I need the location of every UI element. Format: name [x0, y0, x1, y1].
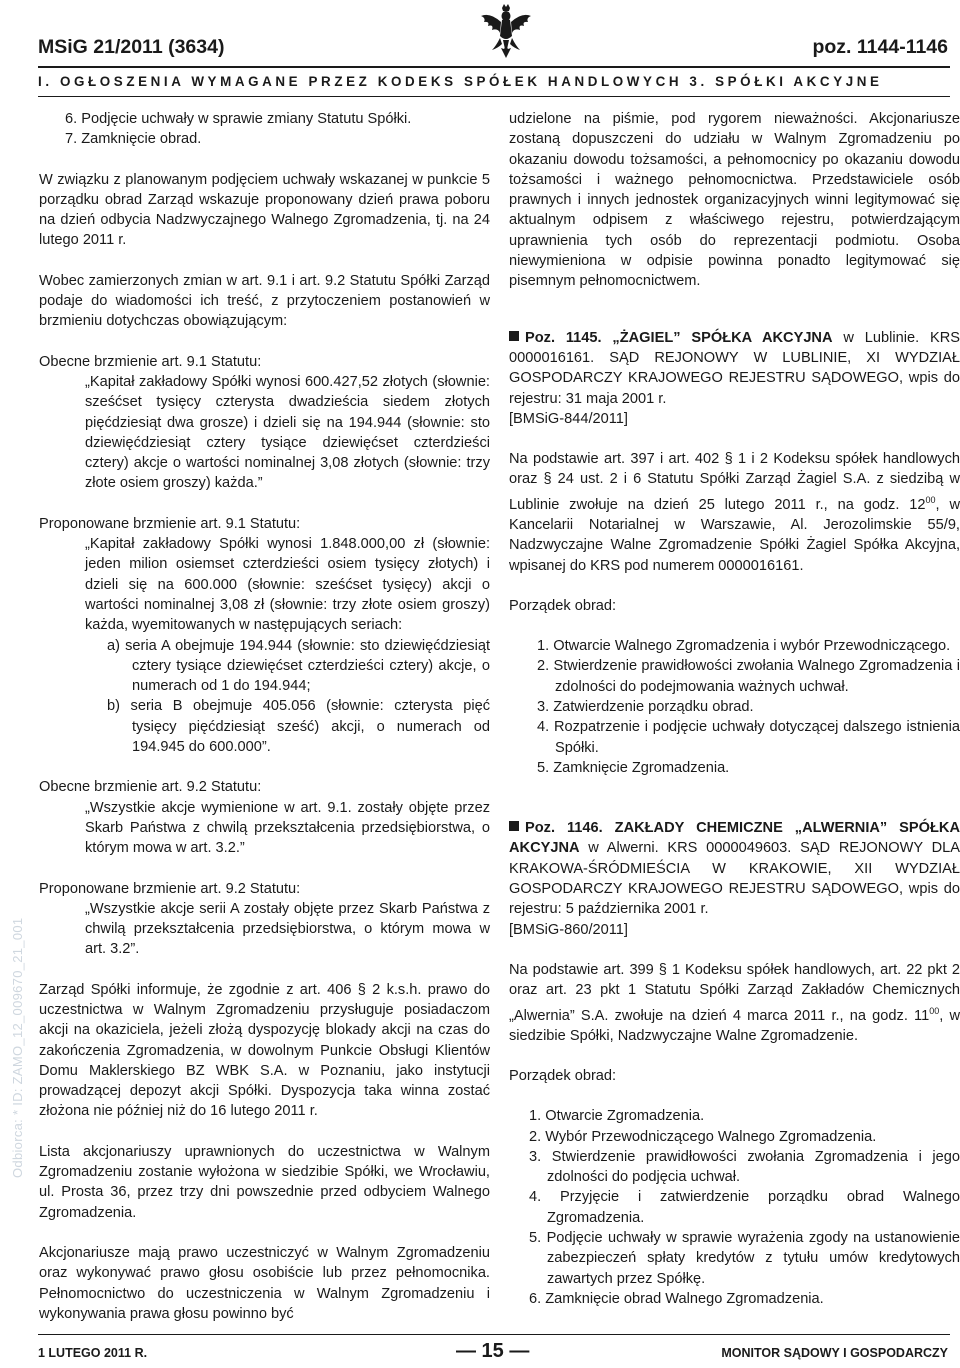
paragraph-deposit: Zarząd Spółki informuje, że zgodnie z art. 406 § 2 k.s.h. prawo do uczestnictwa w Walnym Zgromadzeniu przysługuje posiadaczom akcji na okaziciela, jeżeli złożą dyspozycję blokady akcji na czas do zakończenia Zgromadzenia, w dowolnym Punkcie Obsługi Klientów Domu Maklerskiego BZ WBK S.A. w Poznaniu, jako instytucji prowadzącej depozyt akcji Spółki. Dyspozycja taka winna zostać złożona nie później niż do 16 lutego 2011 r.	[39, 981, 490, 1120]
bullet-icon	[509, 821, 519, 831]
notice-1145-convocation	[509, 449, 960, 576]
current-art-9-2-text: „Wszystkie akcje wymienione w art. 9.1. zostały objęte przez Skarb Państwa z chwilą przekształcenia przedsiębiorstwa, o którym mowa w art. 3.2.”	[85, 799, 490, 857]
agenda-item: 5. Zamknięcie Zgromadzenia.	[537, 759, 730, 776]
notice-1145-ref: [BMSiG-844/2011]	[509, 410, 628, 427]
time-minutes: 00	[925, 494, 936, 505]
notice-1145-agenda-label: Porządek obrad:	[509, 597, 617, 614]
paragraph-record-date: W związku z planowanym podjęciem uchwały wskazanej w punkcie 5 porządku obrad Zarząd wskazuje proponowany dzień prawa poboru na dzień odbycia Nadzwyczajnego Walnego Zgromadzenia, tj. na 24 lutego 2011 r.	[39, 171, 490, 249]
notice-1146-registry: w Alwerni. KRS 0000049603. SĄD REJONOWY DLA KRAKOWA-ŚRÓDMIEŚCIA W KRAKOWIE, XII WYDZIAŁ GOSPODARCZY KRAJOWEGO REJESTRU SĄDOWEGO, wpis do rejestru: 5 października 2001 r.	[509, 840, 960, 918]
notice-1146-agenda-label: Porządek obrad:	[509, 1068, 617, 1084]
series-b-item: b) seria B obejmuje 405.056 (słownie: czterysta pięć tysięcy pięćdziesiąt sześć) akcji, o numerach od 194.945 do 600.000”.	[107, 698, 490, 756]
agenda-item: 6. Podjęcie uchwały w sprawie zmiany Statutu Spółki.	[65, 111, 412, 127]
convocation-text-end: , w siedzibie Spółki, Nadzwyczajne Walne Zgromadzenie.	[509, 1007, 960, 1044]
section-title: I. OGŁOSZENIA WYMAGANE PRZEZ KODEKS SPÓŁEK HANDLOWYCH 3. SPÓŁKI AKCYJNE	[38, 74, 883, 89]
agenda-item: 6. Zamknięcie obrad Walnego Zgromadzenia.	[529, 1290, 824, 1307]
proposed-art-9-1-text: „Kapitał zakładowy Spółki wynosi 1.848.000,00 zł (słownie: jeden milion osiemset czterdzieści osiem tysięcy złotych) i dzieli się na 600.000 (słownie: sześćset tysięcy) akcji o wartości nominalnej 3,08 zł (słownie: trzy złote osiem groszy) każda, wyemitowanych w następujących seriach:	[85, 536, 490, 634]
publication-name: MONITOR SĄDOWY I GOSPODARCZY	[721, 1346, 948, 1360]
page-footer	[38, 1334, 950, 1368]
current-art-9-1-text: „Kapitał zakładowy Spółki wynosi 600.427,52 złotych (słownie: sześćset tysięcy czterysta dwadzieścia siedem złotych pięćdziesiąt dwa grosze) i dzieli się na 194.944 (słownie: sto dziewięćdziesiąt cztery tysiące dziewięćset czterdzieści cztery) akcje o wartości nominalnej 3,08 złotych (słownie: trzy złote osiem groszy) każda.”	[85, 373, 490, 492]
agenda-item: 7. Zamknięcie obrad.	[65, 131, 202, 148]
notice-1146-convocation	[509, 960, 960, 1046]
proposed-art-9-2-label: Proponowane brzmienie art. 9.2 Statutu:	[39, 880, 301, 897]
position-range: poz. 1144-1146	[812, 36, 948, 58]
notice-1145-title: Poz. 1145. „ŻAGIEL” SPÓŁKA AKCYJNA	[525, 329, 833, 346]
time-minutes: 00	[929, 1005, 940, 1016]
paragraph-shareholder-list: Lista akcjonariuszy uprawnionych do uczestnictwa w Walnym Zgromadzeniu zostanie wyłożona w siedzibie Spółki, we Wrocławiu, ul. Prosta 36, przez trzy dni powszednie przed odbyciem Walnego Zgromadzenia.	[39, 1143, 490, 1221]
agenda-item: 2. Stwierdzenie prawidłowości zwołania Walnego Zgromadzenia i zdolności do podejmowania ważnych uchwał.	[537, 658, 960, 695]
agenda-item: 4. Rozpatrzenie i podjęcie uchwały dotyczącej dalszego istnienia Spółki.	[537, 719, 960, 756]
agenda-item: 3. Stwierdzenie prawidłowości zwołania Zgromadzenia i jego zdolności do podjęcia uchwał.	[529, 1148, 960, 1186]
paragraph-intent: Wobec zamierzonych zmian w art. 9.1 i art. 9.2 Statutu Spółki Zarząd podaje do wiadomości ich treść, z przytoczeniem postanowień w brzmieniu dotychczas obowiązującym:	[39, 272, 490, 330]
convocation-text: Na podstawie art. 399 § 1 Kodeksu spółek handlowych, art. 22 pkt 2 oraz art. 23 pkt 1 Statutu Spółki Zarząd Zakładów Chemicznych „Alwernia” S.A. zwołuje na dzień 4 marca 2011 r., na godz. 11	[509, 961, 960, 1024]
eagle-emblem-icon	[478, 2, 534, 60]
header-rule-thin	[38, 96, 950, 97]
agenda-item: 2. Wybór Przewodniczącego Walnego Zgromadzenia.	[529, 1128, 877, 1145]
page-header	[38, 0, 950, 100]
agenda-item: 5. Podjęcie uchwały w sprawie wyrażenia zgody na ustanowienie zabezpieczeń spłaty kredytów z tytułu umów kredytowych zawartych przez Spółkę.	[529, 1230, 960, 1287]
footer-date: 1 LUTEGO 2011 R.	[38, 1346, 148, 1360]
issue-title: MSiG 21/2011 (3634)	[38, 36, 225, 58]
proposed-art-9-2-text: „Wszystkie akcje serii A zostały objęte przez Skarb Państwa z chwilą przekształcenia przedsiębiorstwa, o którym mowa w art. 3.2”.	[85, 900, 490, 958]
notice-1146-ref: [BMSiG-860/2011]	[509, 921, 628, 938]
convocation-text-end: , w Kancelarii Notarialnej w Warszawie, Al. Jerozolimskie 55/9, Nadzwyczajne Walne Zgromadzenie Spółki Żagiel Spółka Akcyjna, wpisanej do KRS pod numerem 0000016161.	[509, 496, 960, 574]
current-art-9-2-label: Obecne brzmienie art. 9.2 Statutu:	[39, 779, 262, 796]
agenda-item: 4. Przyjęcie i zatwierdzenie porządku obrad Walnego Zgromadzenia.	[529, 1189, 960, 1226]
paragraph-proxy-continued: udzielone na piśmie, pod rygorem nieważności. Akcjonariusze zostaną dopuszczeni do udziału w Walnym Zgromadzeniu po okazaniu dowodu tożsamości, a pełnomocnicy po okazaniu dowodu tożsamości i ważnego pełnomocnictwa. Przedstawiciele osób prawnych i innych jednostek organizacyjnych winni legitymować się aktualnym odpisem z właściwego rejestru, potwierdzającym uprawnienia tych osób do reprezentacji podmiotu. Osoba niewymieniona w odpisie powinna ponadto legitymować się pisemnym pełnomocnictwem.	[509, 111, 960, 290]
bullet-icon	[509, 331, 519, 341]
notice-1146-heading	[509, 818, 960, 919]
header-rule	[38, 66, 950, 68]
agenda-item: 3. Zatwierdzenie porządku obrad.	[537, 698, 754, 715]
paragraph-proxy: Akcjonariusze mają prawo uczestniczyć w Walnym Zgromadzeniu oraz wykonywać prawo głosu osobiście lub przez pełnomocnika. Pełnomocnictwo do uczestniczenia w Walnym Zgromadzeniu i wykonywania prawa głosu powinno być	[39, 1244, 490, 1322]
agenda-item: 1. Otwarcie Walnego Zgromadzenia i wybór Przewodniczącego.	[537, 638, 951, 655]
series-a-item: a) seria A obejmuje 194.944 (słownie: sto dziewięćdziesiąt cztery tysiące dziewięćset czterdzieści cztery) akcje, o numerach od 1 do 194.944;	[107, 637, 490, 695]
notice-1146-title: Poz. 1146. ZAKŁADY CHEMICZNE „ALWERNIA” SPÓŁKA AKCYJNA	[509, 820, 960, 857]
agenda-item: 1. Otwarcie Zgromadzenia.	[529, 1108, 705, 1125]
footer-rule	[38, 1334, 950, 1335]
notice-1145-registry: w Lublinie. KRS 0000016161. SĄD REJONOWY W LUBLINIE, XI WYDZIAŁ GOSPODARCZY KRAJOWEGO REJESTRU SĄDOWEGO, wpis do rejestru: 31 maja 2001 r.	[509, 329, 960, 407]
recipient-watermark: Odbiorca: * ID: ZAMO_12_009670_21_001	[10, 917, 25, 1178]
current-art-9-1-label: Obecne brzmienie art. 9.1 Statutu:	[39, 353, 262, 370]
left-column	[39, 109, 490, 1324]
notice-1145-heading	[509, 328, 960, 409]
page-number: — 15 —	[456, 1340, 530, 1362]
proposed-art-9-1-label: Proponowane brzmienie art. 9.1 Statutu:	[39, 515, 301, 532]
convocation-text: Na podstawie art. 397 i art. 402 § 1 i 2 Kodeksu spółek handlowych oraz § 24 ust. 2 i 6 Statutu Spółki Zarząd Żagiel S.A. z siedzibą w Lublinie zwołuje na dzień 25 lutego 2011 r., na godz. 12	[509, 451, 960, 513]
right-column	[509, 109, 960, 1309]
